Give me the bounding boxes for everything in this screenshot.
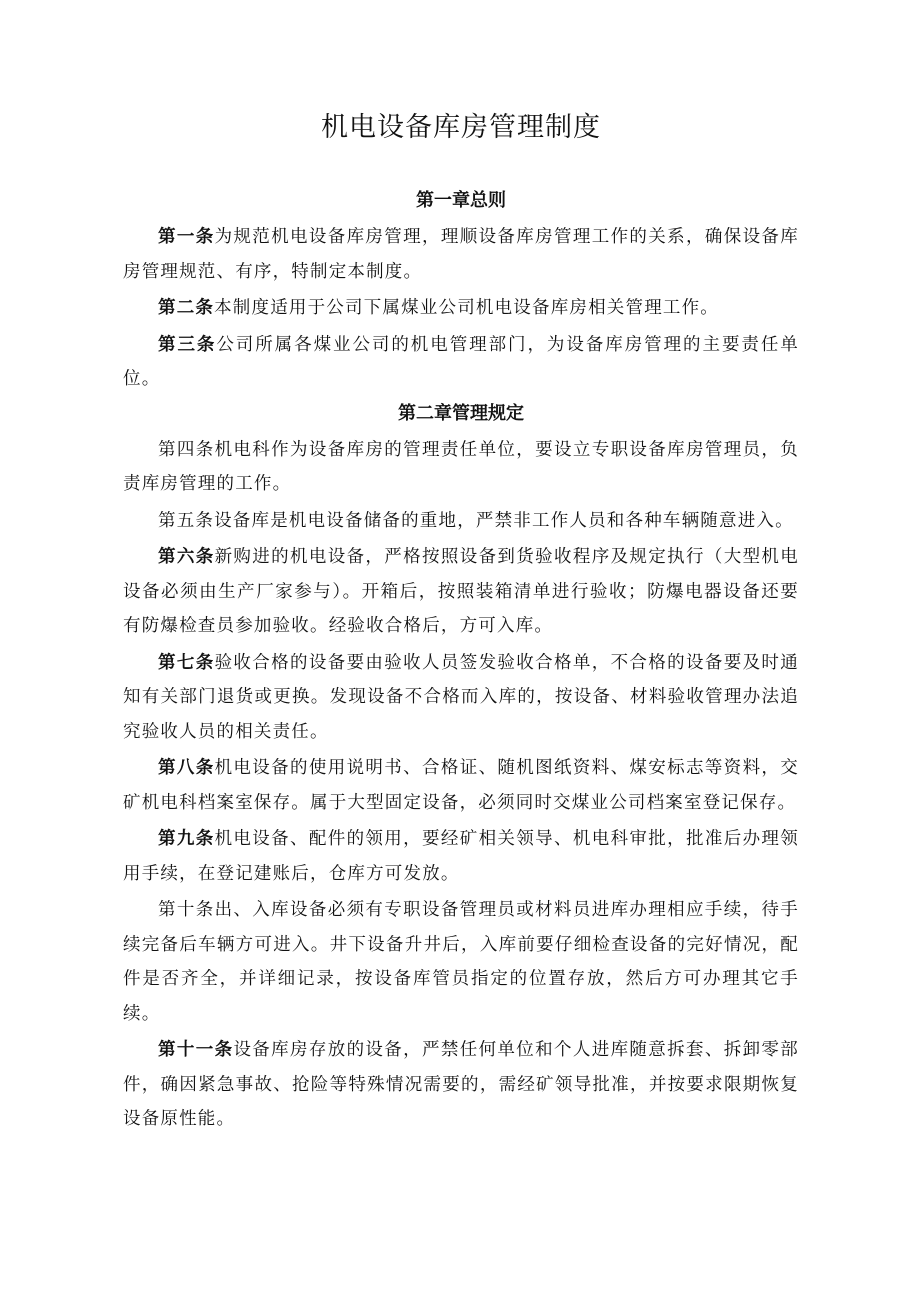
article-paragraph xyxy=(123,328,799,397)
article-label: 第九条 xyxy=(158,829,215,849)
article-label: 第八条 xyxy=(158,758,215,778)
article-text: 新购进的机电设备，严格按照设备到货验收程序及规定执行（大型机电设备必须由生产厂家参与）。开箱后，按照装箱清单进行验收；防爆电器设备还要有防爆检查员参加验收。经验收合格后，方可入库。 xyxy=(123,547,799,636)
article-label: 第十条 xyxy=(158,900,215,920)
article-text: 机电设备、配件的领用，要经矿相关领导、机电科审批，批准后办理领用手续，在登记建账后，仓库方可发放。 xyxy=(123,829,799,884)
article-text: 设备库房存放的设备，严禁任何单位和个人进库随意拆套、拆卸零部件，确因紧急事故、抢险等特殊情况需要的，需经矿领导批准，并按要求限期恢复设备原性能。 xyxy=(123,1040,799,1129)
article-text: 机电设备的使用说明书、合格证、随机图纸资料、煤安标志等资料，交矿机电科档案室保存。属于大型固定设备，必须同时交煤业公司档案室登记保存。 xyxy=(123,758,799,813)
article-paragraph xyxy=(123,822,799,891)
article-label: 第七条 xyxy=(158,652,215,673)
article-text: 验收合格的设备要由验收人员签发验收合格单，不合格的设备要及时通知有关部门退货或更换。发现设备不合格而入库的，按设备、材料验收管理办法追究验收人员的相关责任。 xyxy=(123,652,799,742)
chapter-heading: 第二章管理规定 xyxy=(398,402,524,424)
article-text: 设备库是机电设备储备的重地，严禁非工作人员和各种车辆随意进入。 xyxy=(214,510,794,531)
article-label: 第三条 xyxy=(158,334,217,355)
article-paragraph xyxy=(123,751,799,820)
article-text: 机电科作为设备库房的管理责任单位，要设立专职设备库房管理员，负责库房管理的工作。 xyxy=(123,439,799,494)
article-label: 第一条 xyxy=(158,227,215,247)
article-text: 本制度适用于公司下属煤业公司机电设备库房相关管理工作。 xyxy=(214,298,720,318)
article-paragraph xyxy=(123,1033,799,1137)
chapter-2 xyxy=(123,399,799,1137)
document-title: 机电设备库房管理制度 xyxy=(321,112,601,143)
article-paragraph xyxy=(123,540,799,644)
article-text: 公司所属各煤业公司的机电管理部门，为设备库房管理的主要责任单位。 xyxy=(123,334,799,389)
article-paragraph xyxy=(123,504,799,539)
article-paragraph xyxy=(123,291,799,326)
article-paragraph xyxy=(123,220,799,289)
article-label: 第五条 xyxy=(158,510,215,531)
chapter-1 xyxy=(123,186,799,397)
article-text: 出、入库设备必须有专职设备管理员或材料员进库办理相应手续，待手续完备后车辆方可进入。井下设备升井后，入库前要仔细检查设备的完好情况，配件是否齐全，并详细记录，按设备库管员指定的位置存放，然后方可办理其它手续。 xyxy=(123,900,799,1024)
article-label: 第六条 xyxy=(158,547,215,567)
article-paragraph xyxy=(123,433,799,502)
article-label: 第四条 xyxy=(158,439,215,460)
article-paragraph xyxy=(123,893,799,1031)
chapter-heading: 第一章总则 xyxy=(416,190,506,211)
article-paragraph xyxy=(123,646,799,750)
article-text: 为规范机电设备库房管理，理顺设备库房管理工作的关系，确保设备库房管理规范、有序，特制定本制度。 xyxy=(123,227,799,282)
article-label: 第二条 xyxy=(158,298,215,318)
article-label: 第十一条 xyxy=(158,1040,234,1060)
document-page xyxy=(123,108,799,1139)
